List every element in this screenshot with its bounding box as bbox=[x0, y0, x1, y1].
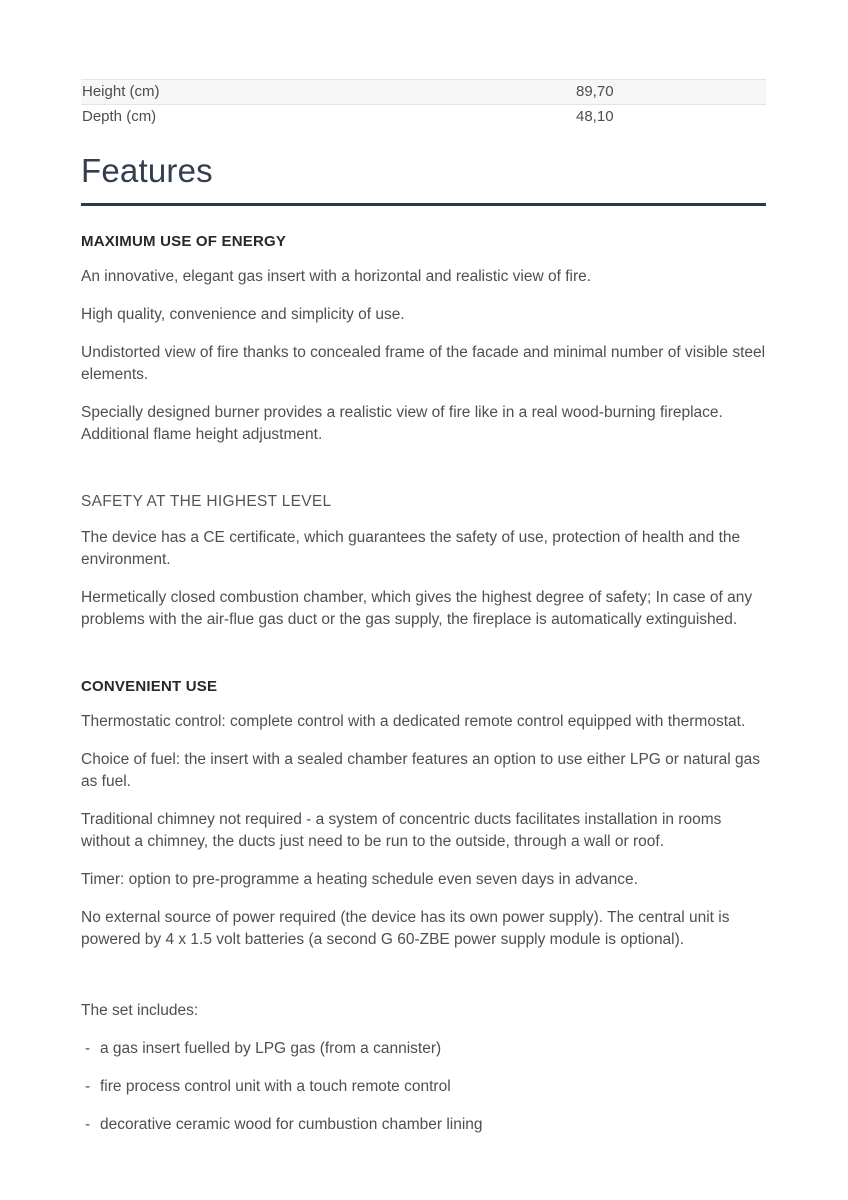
spec-value-depth: 48,10 bbox=[576, 108, 614, 125]
list-item-text: fire process control unit with a touch remote control bbox=[100, 1078, 451, 1095]
paragraph: No external source of power required (the device has its own power supply). The central unit is powered by 4 x 1.5 volt batteries (a second G 60-ZBE power supply module is optional). bbox=[81, 909, 730, 948]
title-divider bbox=[81, 203, 766, 206]
list-item bbox=[81, 1038, 766, 1060]
paragraph: Thermostatic control: complete control with a dedicated remote control equipped with thermostat. bbox=[81, 713, 746, 730]
section-heading: CONVENIENT USE bbox=[81, 678, 218, 695]
spec-table bbox=[81, 79, 766, 129]
list-item-text: decorative ceramic wood for cumbustion chamber lining bbox=[100, 1116, 483, 1133]
paragraph: Choice of fuel: the insert with a sealed chamber features an option to use either LPG or natural gas as fuel. bbox=[81, 751, 760, 790]
document-page bbox=[81, 0, 766, 1136]
section-maximum-use-of-energy bbox=[81, 233, 766, 446]
section-heading: SAFETY AT THE HIGHEST LEVEL bbox=[81, 493, 332, 510]
table-row bbox=[81, 105, 766, 129]
paragraph: Undistorted view of fire thanks to concealed frame of the facade and minimal number of visible steel elements. bbox=[81, 344, 766, 383]
set-includes-block bbox=[81, 1000, 766, 1136]
paragraph: An innovative, elegant gas insert with a horizontal and realistic view of fire. bbox=[81, 268, 592, 285]
paragraph: High quality, convenience and simplicity of use. bbox=[81, 306, 405, 323]
spec-value-height: 89,70 bbox=[576, 83, 614, 100]
list-item bbox=[81, 1114, 766, 1136]
paragraph: Traditional chimney not required - a system of concentric ducts facilitates installation in rooms without a chimney, the ducts just need to be run to the outside, through a wall or roof. bbox=[81, 811, 722, 850]
dash-bullet: - bbox=[85, 1116, 91, 1133]
dash-bullet: - bbox=[85, 1040, 91, 1057]
section-safety-at-the-highest-level bbox=[81, 493, 766, 631]
paragraph: Hermetically closed combustion chamber, which gives the highest degree of safety; In case of any problems with the air-flue gas duct or the gas supply, the fireplace is automatically extinguished. bbox=[81, 589, 753, 628]
section-convenient-use bbox=[81, 678, 766, 951]
page-title: Features bbox=[81, 152, 213, 189]
table-row bbox=[81, 79, 766, 105]
list-item-text: a gas insert fuelled by LPG gas (from a cannister) bbox=[100, 1040, 442, 1057]
section-heading: MAXIMUM USE OF ENERGY bbox=[81, 233, 287, 250]
paragraph: Specially designed burner provides a realistic view of fire like in a real wood-burning fireplace. Additional flame height adjustment. bbox=[81, 404, 723, 443]
paragraph: The device has a CE certificate, which guarantees the safety of use, protection of health and the environment. bbox=[81, 529, 741, 568]
spec-label-depth: Depth (cm) bbox=[82, 108, 157, 125]
set-includes-intro: The set includes: bbox=[81, 1002, 199, 1019]
paragraph: Timer: option to pre-programme a heating schedule even seven days in advance. bbox=[81, 871, 638, 888]
spec-label-height: Height (cm) bbox=[82, 83, 160, 100]
list-item bbox=[81, 1076, 766, 1098]
dash-bullet: - bbox=[85, 1078, 91, 1095]
